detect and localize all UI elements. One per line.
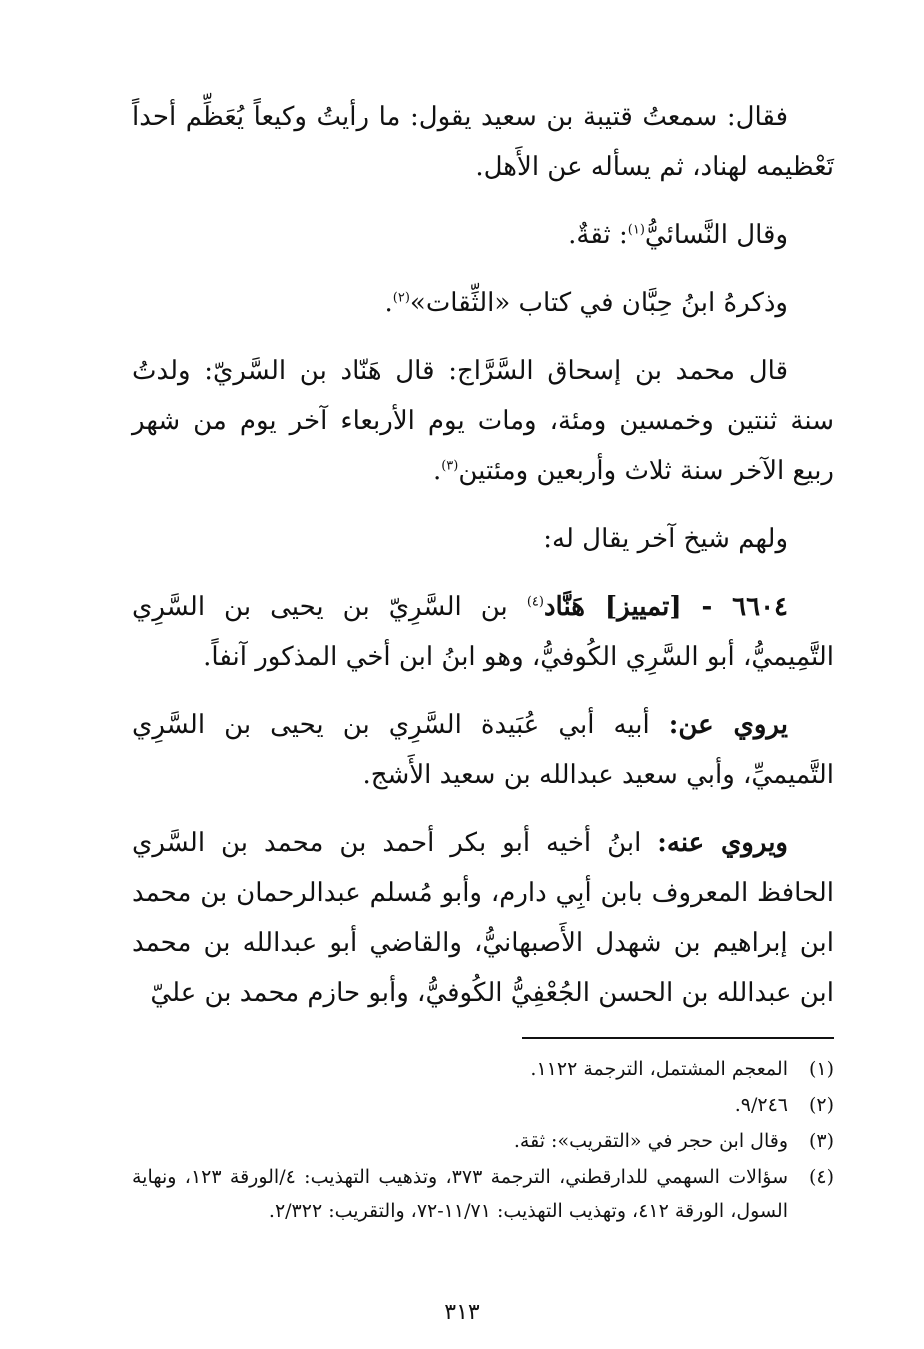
paragraph-another-shaykh [132,514,834,564]
footnote-number: (٤) [808,1166,834,1188]
entry-text: بن السَّرِيّ بن يحيى بن السَّرِي التَّمِيميُّ، أبو السَّرِي الكُوفيُّ، وهو ابنُ ابن أخي المذكور آنفاً. [132,592,834,672]
entry-heading: ٦٦٠٤ - [تمييز] هَنَّاد [543,592,788,622]
paragraph-nasai [132,210,834,260]
narrated-by-label: ويروي عنه: [657,828,788,858]
paragraph-narrated-by [132,818,834,1018]
paragraph-text: : ثقةٌ. [568,220,628,250]
footnote-item [132,1088,834,1122]
footnote-text: سؤالات السهمي للدارقطني، الترجمة ٣٧٣، وتذهيب التهذيب: ٤/الورقة ١٢٣، ونهاية السول، الورقة ٤١٢، وتهذيب التهذيب: ١١/٧١-٧٢، والتقريب: ٢/٣٢٢. [132,1166,788,1222]
footnote-number: (١) [808,1058,834,1080]
paragraph-narrates-from [132,700,834,800]
paragraph-text: وقال النَّسائيُّ [644,220,788,250]
paragraph-text: . [384,288,393,318]
paragraph-text: ابنُ أخيه أبو بكر أحمد بن محمد بن السَّري الحافظ المعروف بابن أبِي دارم، وأبو مُسلم عبدالرحمان بن محمد ابن إبراهيم بن شهدل الأَصبهانيُّ، والقاضي أبو عبدالله بن محمد ابن عبدالله بن الحسن الجُعْفِيُّ الكُوفيُّ، وأبو حازم محمد بن عليّ [132,828,834,1008]
paragraph-text: فقال: سمعتُ قتيبة بن سعيد يقول: ما رأيتُ وكيعاً يُعَظِّم أحداً تَعْظيمه لهناد، ثم يسأله عن الأَهل. [132,102,834,182]
paragraph-sarraj [132,346,834,496]
footnote-number: (٣) [808,1130,834,1152]
paragraph-text: وذكرهُ ابنُ حِبَّان في كتاب «الثِّقات» [409,288,788,318]
footnote-text: ٩/٢٤٦. [734,1094,788,1116]
footnote-item [132,1052,834,1086]
footnote-ref: (٢) [392,290,410,306]
page-number: ٣١٣ [444,1300,480,1325]
entry-6604 [132,582,834,682]
footnote-item [132,1160,834,1228]
footnotes [132,1052,834,1230]
paragraph-text: ولهم شيخ آخر يقال له: [543,524,788,554]
paragraph-text: . [432,456,442,486]
paragraph-text: أبيه أبي عُبَيدة السَّرِي بن يحيى بن السَّرِي التَّميميِّ، وأبي سعيد عبدالله بن سعيد الأَشج. [132,710,834,790]
paragraph-qutayba-quote [132,92,834,192]
footnote-ref: (١) [627,222,645,238]
narrates-from-label: يروي عن: [668,710,788,740]
paragraph-ibn-hibban [132,278,834,328]
footnote-ref: (٤) [526,594,544,610]
footnote-item [132,1124,834,1158]
footnote-number: (٢) [808,1094,834,1116]
footnote-separator [522,1037,834,1039]
footnote-ref: (٣) [441,458,459,474]
paragraph-text: قال محمد بن إسحاق السَّرَّاج: قال هَنّاد بن السَّريّ: ولدتُ سنة ثنتين وخمسين ومئة، ومات يوم الأربعاء آخر يوم من شهر ربيع الآخر سنة ثلاث وأربعين ومئتين [132,356,834,486]
footnote-text: المعجم المشتمل، الترجمة ١١٢٢. [530,1058,788,1080]
footnote-text: وقال ابن حجر في «التقريب»: ثقة. [513,1130,788,1152]
main-text [132,92,834,1038]
